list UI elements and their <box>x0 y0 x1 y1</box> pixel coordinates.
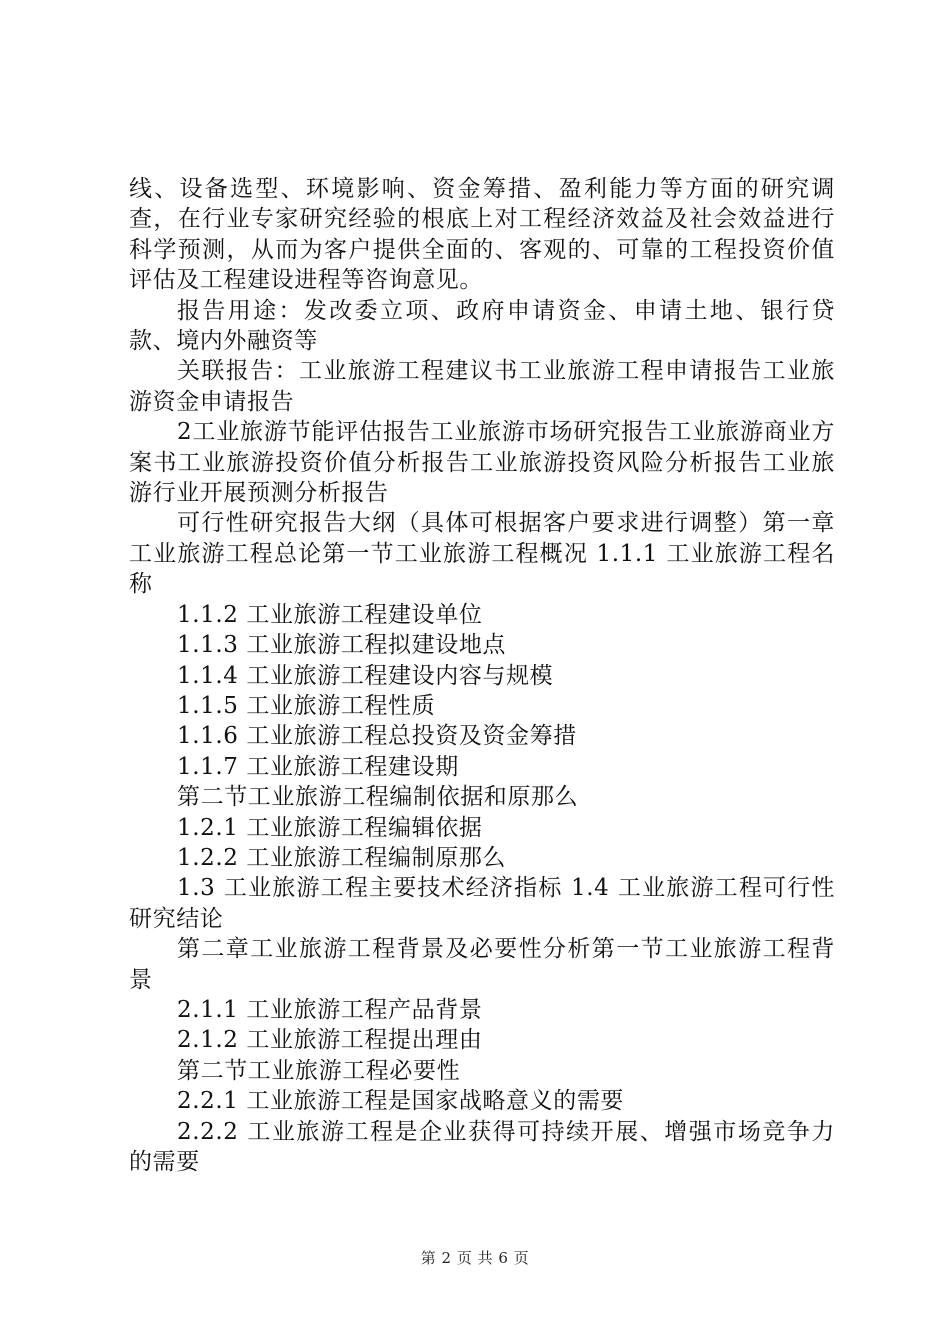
paragraph-report-usage: 报告用途：发改委立项、政府申请资金、申请土地、银行贷款、境内外融资等 <box>129 297 835 355</box>
paragraph-related-reports-list: 2工业旅游节能评估报告工业旅游市场研究报告工业旅游商业方案书工业旅游投资价值分析报告工业旅游投资风险分析报告工业旅游行业开展预测分析报告 <box>129 419 835 507</box>
outline-item: 2.1.2 工业旅游工程提出理由 <box>177 1027 483 1054</box>
outline-item: 1.1.3 工业旅游工程拟建设地点 <box>177 632 507 659</box>
outline-item: 2.1.1 工业旅游工程产品背景 <box>177 996 483 1023</box>
outline-item: 1.3 工业旅游工程主要技术经济指标 1.4 工业旅游工程可行性研究结论 <box>129 875 835 932</box>
section-heading: 第二节工业旅游工程必要性 <box>177 1057 461 1084</box>
paragraph-outline-intro: 可行性研究报告大纲（具体可根据客户要求进行调整）第一章工业旅游工程总论第一节工业旅游工程概况 1.1.1 工业旅游工程名称 <box>129 510 835 598</box>
outline-item: 1.1.5 工业旅游工程性质 <box>177 692 436 719</box>
outline-item: 1.1.6 工业旅游工程总投资及资金筹措 <box>177 723 577 750</box>
section-heading: 第二节工业旅游工程编制依据和原那么 <box>177 784 579 811</box>
paragraph-intro-continued: 线、设备选型、环境影响、资金筹措、盈利能力等方面的研究调查，在行业专家研究经验的根底上对工程经济效益及社会效益进行科学预测，从而为客户提供全面的、客观的、可靠的工程投资价值评估及工程建设进程等咨询意见。 <box>129 176 835 294</box>
chapter-heading: 第二章工业旅游工程背景及必要性分析第一节工业旅游工程背景 <box>129 936 835 993</box>
outline-item: 1.2.1 工业旅游工程编辑依据 <box>177 814 483 841</box>
outline-item: 1.2.2 工业旅游工程编制原那么 <box>177 844 507 871</box>
outline-item: 2.2.1 工业旅游工程是国家战略意义的需要 <box>177 1088 625 1115</box>
document-body <box>129 174 835 1177</box>
paragraph-related-reports: 关联报告：工业旅游工程建议书工业旅游工程申请报告工业旅游资金申请报告 <box>129 358 835 415</box>
outline-item: 1.1.7 工业旅游工程建设期 <box>177 753 459 780</box>
outline-item: 1.1.2 工业旅游工程建设单位 <box>177 601 483 628</box>
outline-item: 2.2.2 工业旅游工程是企业获得可持续开展、增强市场竞争力的需要 <box>129 1118 835 1175</box>
outline-item: 1.1.4 工业旅游工程建设内容与规模 <box>177 662 554 689</box>
page-number-footer: 第 2 页 共 6 页 <box>420 1249 530 1267</box>
